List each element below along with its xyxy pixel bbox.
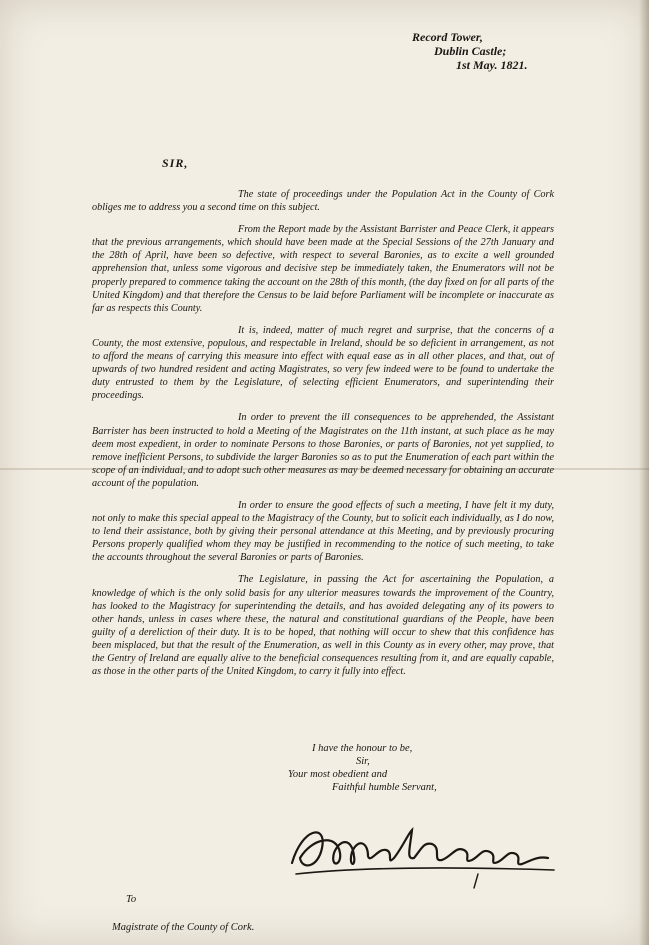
closing-line-3: Your most obedient and [288,769,388,780]
paragraph-4: In order to prevent the ill consequences to be apprehended, the Assistant Barrister has been instructed to hold a Meeting of the Magistrates on the 11th instant, at such place as he may deem most expedient, in order to nominate Persons to those Baronies, or parts of Baronies, not yet supplied, to remove inefficient Persons, to subdivide the larger Baronies so as to put the Enumeration of each part within the scope of an individual, and to adopt such other measures as may be deemed necessary for obtaining an accurate account of the population. [92,412,554,489]
paragraph-6: The Legislature, in passing the Act for ascertaining the Population, a knowledge of which is the only solid basis for any ulterior measures towards the improvement of the Country, has looked to the Magistracy for superintending the details, and has avoided delegating any of its powers to other hands, unless in cases where these, the natural and constitutional guardians of the People, have been guilty of a dereliction of their duty. It is to be hoped, that nothing will occur to shew that this confidence has been misplaced, but that the result of the Enumeration, as well in this County as in every other, may prove, that the Gentry of Ireland are equally alive to the beneficial consequences resulting from it, and are equally capable, as those in the other parts of the United Kingdom, to carry it fully into effect. [92,574,554,678]
paper-edge-shadow [639,0,649,945]
to-label: To [126,894,137,905]
closing-line-1: I have the honour to be, [312,743,413,754]
paragraph-2: From the Report made by the Assistant Barrister and Peace Clerk, it appears that the previous arrangements, which should have been made at the Special Sessions of the 27th January and the 28th of April, have been so defective, with respect to several Baronies, as to excite a well grounded apprehension that, unless some vigorous and decisive step be immediately taken, the Enumerators will not be properly prepared to commence taking the account on the 28th of this month, (the day fixed on for all parts of the United Kingdom) and that therefore the Census to be laid before Parliament will be incomplete or inaccurate as far as respects this County. [92,224,554,314]
paragraph-3: It is, indeed, matter of much regret and surprise, that the concerns of a County, the most extensive, populous, and respectable in Ireland, should be so deficient in arrangement, as not to afford the means of carrying this measure into effect with equal ease as in all other places, and that, out of upwards of two hundred resident and acting Magistrates, so very few indeed were to be found to undertake the duty entrusted to them by the Legislature, of selecting efficient Enumerators, and superintending their proceedings. [92,324,554,402]
header-date: 1st May. 1821. [456,58,528,72]
letter-body [92,188,554,687]
letter-header [412,30,528,72]
salutation: SIR, [162,156,189,170]
paragraph-5: In order to ensure the good effects of such a meeting, I have felt it my duty, not only to make this special appeal to the Magistracy of the County, but to solicit each individually, as I do now, to lend their assistance, both by giving their personal attendance at this Meeting, and by previously procuring Persons properly qualified whom they may be justified in recommending to the notice of such meeting, to take the accounts throughout the several Baronies or parts of Baronies. [92,499,554,564]
closing-line-4: Faithful humble Servant, [332,782,437,793]
closing-line-2: Sir, [356,756,370,767]
paragraph-1: The state of proceedings under the Population Act in the County of Cork obliges me to address you a second time on this subject. [92,189,554,214]
header-line-2: Dublin Castle; [434,44,507,58]
handwritten-signature [282,808,562,898]
header-line-1: Record Tower, [412,30,483,44]
addressee: Magistrate of the County of Cork. [112,922,255,933]
